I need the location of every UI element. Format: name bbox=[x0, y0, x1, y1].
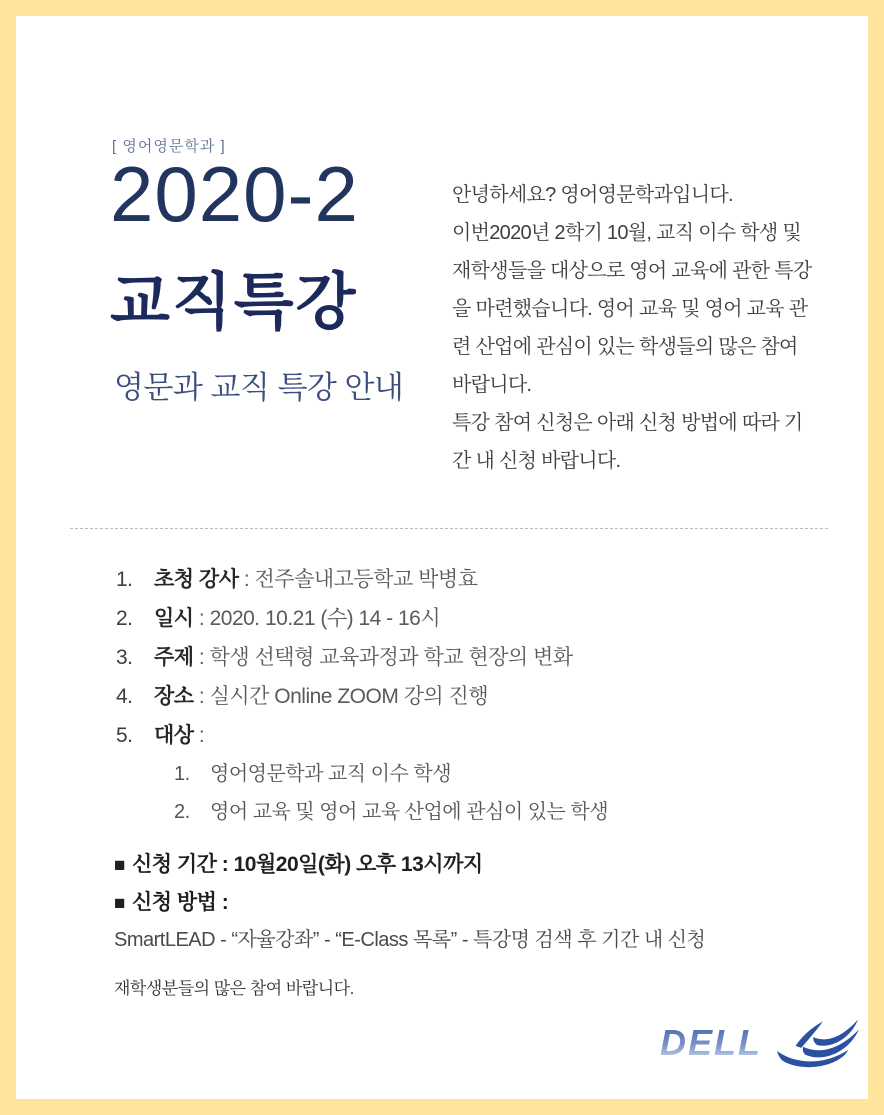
intro-line: 을 마련했습니다. 영어 교육 및 영어 교육 관 bbox=[452, 298, 808, 320]
item-colon: : bbox=[193, 646, 210, 669]
page-title: 교직특강 bbox=[110, 268, 358, 337]
dell-logo bbox=[660, 1016, 860, 1070]
item-number: 3. bbox=[116, 646, 133, 669]
page-subtitle: 영문과 교직 특강 안내 bbox=[114, 370, 404, 405]
intro-line: 바랍니다. bbox=[452, 374, 532, 396]
subitem-number: 1. bbox=[174, 763, 190, 785]
dell-logo-text: DELL bbox=[660, 1022, 762, 1063]
application-method-steps: SmartLEAD - “자율강좌” - “E-Class 목록” - 특강명 검색 후 기간 내 신청 bbox=[114, 929, 706, 951]
department-tag: [ 영어영문학과 ] bbox=[112, 138, 226, 155]
application-period-text: 신청 기간 : 10월20일(화) 오후 13시까지 bbox=[131, 853, 483, 876]
detail-item-place bbox=[116, 677, 608, 716]
intro-line: 간 내 신청 바랍니다. bbox=[452, 450, 621, 472]
item-value: 2020. 10.21 (수) 14 - 16시 bbox=[209, 607, 441, 630]
square-bullet-icon: ■ bbox=[114, 855, 125, 876]
square-bullet-icon: ■ bbox=[114, 893, 125, 914]
audience-item bbox=[174, 793, 608, 831]
item-colon: : bbox=[238, 568, 255, 591]
audience-item bbox=[174, 755, 608, 793]
detail-item-topic bbox=[116, 638, 608, 677]
lecture-details-list bbox=[116, 560, 608, 831]
item-label: 대상 bbox=[154, 724, 194, 747]
subitem-text: 영어 교육 및 영어 교육 산업에 관심이 있는 학생 bbox=[210, 801, 609, 823]
detail-item-datetime bbox=[116, 599, 608, 638]
intro-line: 련 산업에 관심이 있는 학생들의 많은 참여 bbox=[452, 336, 798, 358]
item-number: 2. bbox=[116, 607, 133, 630]
intro-line: 이번2020년 2학기 10월, 교직 이수 학생 및 bbox=[452, 222, 802, 244]
detail-item-lecturer bbox=[116, 560, 608, 599]
dashed-divider bbox=[70, 528, 828, 529]
item-value: 전주솔내고등학교 박병효 bbox=[254, 568, 478, 591]
wave-icon bbox=[776, 1016, 860, 1070]
application-period-line bbox=[114, 846, 705, 884]
item-value: 실시간 Online ZOOM 강의 진행 bbox=[209, 685, 489, 708]
intro-line: 재학생들을 대상으로 영어 교육에 관한 특강 bbox=[452, 260, 812, 282]
item-number: 4. bbox=[116, 685, 133, 708]
item-number: 1. bbox=[116, 568, 133, 591]
item-label: 일시 bbox=[154, 607, 194, 630]
item-label: 주제 bbox=[154, 646, 194, 669]
detail-item-audience bbox=[116, 716, 608, 755]
intro-paragraph bbox=[452, 176, 844, 480]
item-label: 장소 bbox=[154, 685, 194, 708]
semester-title: 2020-2 bbox=[110, 150, 359, 238]
application-info bbox=[114, 846, 705, 959]
closing-note: 재학생분들의 많은 참여 바랍니다. bbox=[114, 979, 354, 998]
item-value: 학생 선택형 교육과정과 학교 현장의 변화 bbox=[209, 646, 573, 669]
item-colon: : bbox=[193, 724, 210, 747]
item-colon: : bbox=[193, 607, 210, 630]
item-colon: : bbox=[193, 685, 210, 708]
item-label: 초청 강사 bbox=[154, 568, 239, 591]
intro-line: 안녕하세요? 영어영문학과입니다. bbox=[452, 184, 733, 206]
subitem-text: 영어영문학과 교직 이수 학생 bbox=[210, 763, 452, 785]
item-number: 5. bbox=[116, 724, 133, 747]
application-method-line bbox=[114, 884, 705, 922]
audience-sublist bbox=[174, 755, 608, 831]
intro-line: 특강 참여 신청은 아래 신청 방법에 따라 기 bbox=[452, 412, 803, 434]
subitem-number: 2. bbox=[174, 801, 190, 823]
application-method-text: 신청 방법 : bbox=[131, 891, 229, 914]
